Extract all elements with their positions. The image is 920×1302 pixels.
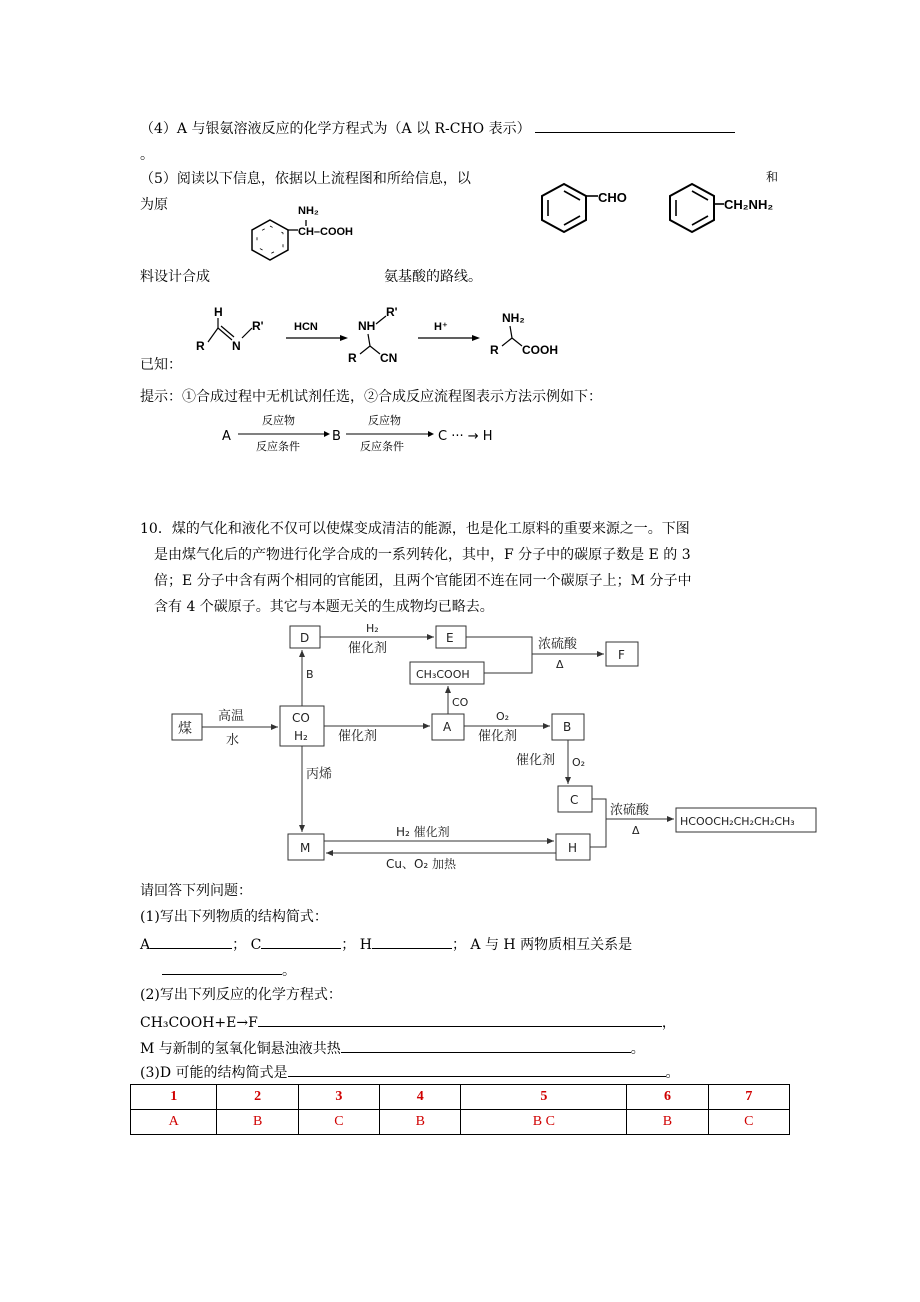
label-catalyst-c: 催化剂 [516, 753, 556, 768]
node-e: E [446, 631, 454, 645]
answer-value-row [131, 1110, 790, 1135]
known-r1: R [196, 339, 205, 353]
questions-intro: 请回答下列问题： [140, 883, 252, 899]
answer-value: B [217, 1110, 298, 1135]
answer-number: 2 [217, 1085, 298, 1110]
label-o2-bc: O₂ [572, 756, 586, 769]
node-m: M [300, 841, 311, 855]
synthesis-flow-diagram [160, 618, 820, 874]
p3-line [140, 1062, 680, 1082]
known-r3: R [490, 343, 499, 357]
node-d: D [300, 631, 310, 645]
q10-line1: 10．煤的气化和液化不仅可以使煤变成清洁的能源，也是化工原料的重要来源之一。下图 [140, 521, 690, 537]
answer-value: B [627, 1110, 708, 1135]
node-h: H [568, 841, 578, 855]
answer-table [130, 1084, 790, 1135]
label-catalyst-b: 催化剂 [478, 729, 518, 744]
hint-tail: C ··· → H [438, 429, 493, 444]
eq2-text: M 与新制的氢氧化铜悬浊液共热 [140, 1041, 341, 1057]
known-h: H [214, 305, 223, 319]
known-r2: R [348, 351, 357, 365]
q4-end: 。 [140, 147, 154, 163]
relation-line [162, 960, 296, 980]
known-cooh: COOH [522, 343, 558, 357]
known-nh: NH [358, 319, 376, 333]
label-high-temp: 高温 [218, 709, 245, 724]
hint-condition-2: 反应条件 [360, 440, 404, 453]
eq1-text: CH₃COOH+E→F [140, 1015, 258, 1031]
questions-p2: (2)写出下列反应的化学方程式： [140, 987, 342, 1003]
sep-2: ； [341, 937, 356, 953]
q4-line [140, 118, 735, 138]
answer-number: 7 [708, 1085, 789, 1110]
answer-a-blank[interactable] [150, 934, 232, 949]
relation-end: 。 [282, 963, 296, 979]
answer-header-row [131, 1085, 790, 1110]
phenylglycine-structure [240, 198, 380, 270]
label-cu-o2-heat: Cu、O₂ 加热 [386, 857, 457, 871]
label-heat-ester: Δ [632, 824, 640, 837]
questions-p1-row [140, 934, 632, 954]
p3-blank[interactable] [288, 1062, 666, 1077]
q4-text: （4）A 与银氨溶液反应的化学方程式为（A 以 R-CHO 表示） [140, 121, 531, 137]
known-reaction-scheme [190, 300, 590, 368]
node-ester: HCOOCH₂CH₂CH₂CH₃ [680, 815, 795, 828]
label-propene: 丙烯 [306, 767, 333, 782]
node-ch3cooh: CH₃COOH [416, 668, 470, 681]
q10-line2: 是由煤气化后的产物进行化学合成的一系列转化，其中，F 分子中的碳原子数是 E 的 3 [154, 547, 691, 563]
answer-value: B C [461, 1110, 627, 1135]
known-reagent-hcn: HCN [294, 321, 318, 333]
benzylamine-structure [664, 176, 794, 246]
known-rprime1: R' [252, 319, 264, 333]
answer-number: 4 [380, 1085, 461, 1110]
answer-number: 6 [627, 1085, 708, 1110]
known-cn: CN [380, 351, 398, 365]
node-coal: 煤 [178, 721, 192, 737]
q10-line4: 含有 4 个碳原子。其它与本题无关的生成物均已略去。 [154, 599, 494, 615]
hint-b: B [332, 429, 341, 444]
hint-a: A [222, 429, 231, 444]
answer-number: 1 [131, 1085, 217, 1110]
eq1-comma: ， [661, 1015, 676, 1031]
known-n: N [232, 339, 241, 353]
eq1-line [140, 1012, 676, 1032]
hint-condition-1: 反应条件 [256, 440, 300, 453]
known-label: 已知： [140, 357, 182, 373]
hint-flow-example [214, 412, 534, 456]
answer-number: 5 [461, 1085, 627, 1110]
hint-reactant-1: 反应物 [262, 414, 295, 427]
benzaldehyde-structure [536, 176, 646, 246]
benzaldehyde-group: CHO [598, 190, 627, 205]
eq2-line [140, 1038, 645, 1058]
q10-line3: 倍；E 分子中含有两个相同的官能团，且两个官能团不连在同一个碳原子上；M 分子中 [154, 573, 692, 589]
eq2-blank[interactable] [341, 1038, 631, 1053]
known-reagent-h: H⁺ [434, 321, 448, 333]
label-a: A [140, 937, 151, 953]
label-heat-f: Δ [556, 658, 564, 671]
label-h: H [359, 937, 372, 953]
answer-value: C [708, 1110, 789, 1135]
hint-reactant-2: 反应物 [368, 414, 401, 427]
node-h2: H₂ [294, 729, 308, 743]
answer-number: 3 [298, 1085, 379, 1110]
phenylglycine-chain: CH–COOH [298, 226, 354, 238]
label-catalyst-a: 催化剂 [338, 729, 378, 744]
q4-answer-blank[interactable] [535, 118, 735, 133]
node-f: F [618, 648, 625, 662]
answer-value: B [380, 1110, 461, 1135]
answer-c-blank[interactable] [261, 934, 341, 949]
label-o2-ab: O₂ [496, 710, 510, 723]
answer-h-blank[interactable] [372, 934, 452, 949]
answer-value: C [298, 1110, 379, 1135]
known-rprime2: R' [386, 305, 398, 319]
label-b: B [306, 668, 314, 681]
label-conc-h2so4-f: 浓硫酸 [538, 637, 578, 652]
label-conc-h2so4-ester: 浓硫酸 [610, 803, 650, 818]
sep-3: ； [451, 937, 466, 953]
sep-1: ； [232, 937, 247, 953]
node-c: C [570, 793, 579, 807]
label-catalyst-de: 催化剂 [348, 641, 388, 656]
benzylamine-group: CH₂NH₂ [724, 197, 774, 212]
node-b: B [563, 720, 572, 734]
node-a: A [443, 720, 452, 734]
p3-text: (3)D 可能的结构简式是 [140, 1065, 288, 1081]
node-co: CO [292, 711, 310, 725]
known-nh2: NH₂ [502, 311, 525, 325]
label-water: 水 [226, 733, 240, 748]
q5-line1: （5）阅读以下信息，依据以上流程图和所给信息，以 [140, 171, 471, 187]
q5-line3b: 氨基酸的路线。 [384, 269, 482, 285]
questions-p1: (1)写出下列物质的结构简式： [140, 909, 328, 925]
p3-end: 。 [665, 1065, 680, 1081]
label-h2: H₂ [366, 622, 379, 635]
label-c: C [250, 937, 262, 953]
q5-and: 和 [766, 170, 779, 184]
q5-line3a: 料设计合成 [140, 269, 210, 285]
relation-text: A 与 H 两物质相互关系是 [470, 937, 633, 953]
answer-value: A [131, 1110, 217, 1135]
hint-text: 提示：①合成过程中无机试剂任选，②合成反应流程图表示方法示例如下： [140, 389, 602, 405]
relation-blank[interactable] [162, 960, 282, 975]
eq2-end: 。 [630, 1041, 645, 1057]
eq1-blank[interactable] [258, 1012, 662, 1027]
label-co: CO [452, 696, 469, 709]
phenylglycine-nh2: NH₂ [298, 205, 319, 217]
label-h2-catalyst: H₂ 催化剂 [396, 825, 450, 839]
q5-line2: 为原 [140, 197, 168, 213]
